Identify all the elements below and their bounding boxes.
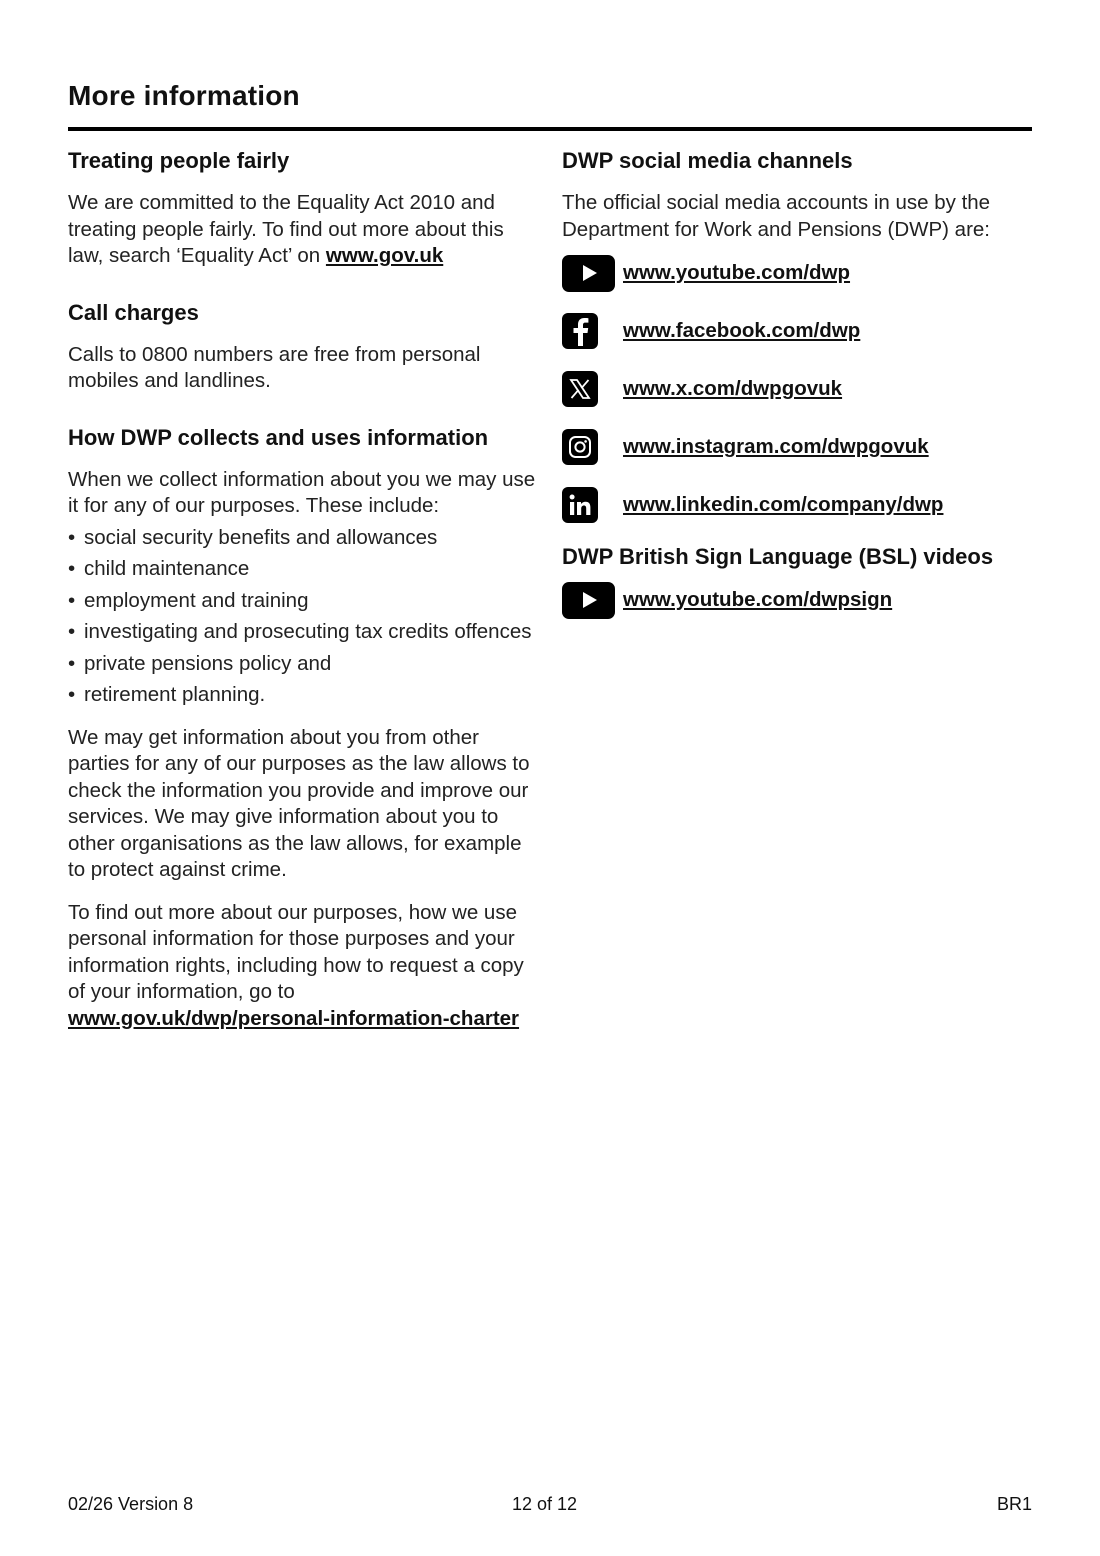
instagram-icon (562, 429, 598, 465)
x-icon (562, 371, 598, 407)
right-column (562, 146, 1032, 619)
treating-text (68, 190, 538, 270)
footer-page-number: 12 of 12 (512, 1494, 578, 1514)
youtube-link[interactable]: www.youtube.com/dwp (623, 261, 851, 284)
list-item: • employment and training (68, 588, 538, 615)
list-item: • private pensions policy and (68, 651, 538, 678)
gov-uk-link[interactable]: www.gov.uk (325, 244, 444, 267)
left-column (68, 146, 538, 1032)
linkedin-icon (562, 487, 598, 523)
social-links-list (562, 254, 1032, 524)
social-link-youtube-bsl (562, 581, 1032, 619)
personal-information-charter-link[interactable]: www.gov.uk/dwp/personal-information-charter (68, 1006, 520, 1030)
social-link-x (562, 370, 1032, 408)
youtube-icon (562, 255, 615, 292)
facebook-icon (562, 313, 598, 349)
bsl-heading: DWP British Sign Language (BSL) videos (562, 544, 994, 569)
call-charges-heading: Call charges (68, 299, 199, 325)
facebook-link[interactable]: www.facebook.com/dwp (623, 319, 861, 342)
social-media-heading: DWP social media channels (562, 148, 853, 173)
list-item: • social security benefits and allowances (68, 525, 538, 552)
social-link-youtube (562, 254, 1032, 292)
collects-para-3-text: To find out more about our purposes, how we use personal information for those purposes and your information rights, including how to request a copy of your information, go to (68, 900, 524, 1003)
collects-heading: How DWP collects and uses information (68, 424, 489, 450)
collects-para-3 (68, 900, 538, 1033)
social-link-instagram (562, 428, 1032, 466)
footer-version: 02/26 Version 8 (68, 1494, 194, 1514)
instagram-link[interactable]: www.instagram.com/dwpgovuk (623, 435, 929, 458)
social-link-linkedin (562, 486, 1032, 524)
treating-body: We are committed to the Equality Act 2010 and treating people fairly. To find out more about this law, search ‘Equality Act’ on (68, 191, 504, 267)
page-title: More information (68, 80, 300, 111)
purposes-list (68, 525, 538, 709)
collects-para-2: We may get information about you from other parties for any of our purposes as the law allows to check the information you provide and improve our services. We may give information about you to other organisations as the law allows, for example to protect against crime. (68, 725, 530, 881)
list-item: • retirement planning. (68, 682, 538, 709)
x-link[interactable]: www.x.com/dwpgovuk (623, 377, 843, 400)
footer-form-code: BR1 (996, 1494, 1032, 1514)
linkedin-link[interactable]: www.linkedin.com/company/dwp (623, 493, 944, 516)
youtube-icon (562, 582, 615, 619)
treating-heading: Treating people fairly (68, 148, 290, 173)
call-charges-text: Calls to 0800 numbers are free from personal mobiles and landlines. (68, 342, 481, 392)
collects-intro: When we collect information about you we may use it for any of our purposes. These include: (68, 467, 536, 517)
social-media-intro: The official social media accounts in use by the Department for Work and Pensions (DWP) are: (562, 191, 991, 241)
social-link-facebook (562, 312, 1032, 350)
list-item: • child maintenance (68, 556, 538, 583)
title-divider (68, 127, 1032, 131)
youtube-bsl-link[interactable]: www.youtube.com/dwpsign (623, 588, 893, 611)
list-item: • investigating and prosecuting tax credits offences (68, 619, 538, 646)
